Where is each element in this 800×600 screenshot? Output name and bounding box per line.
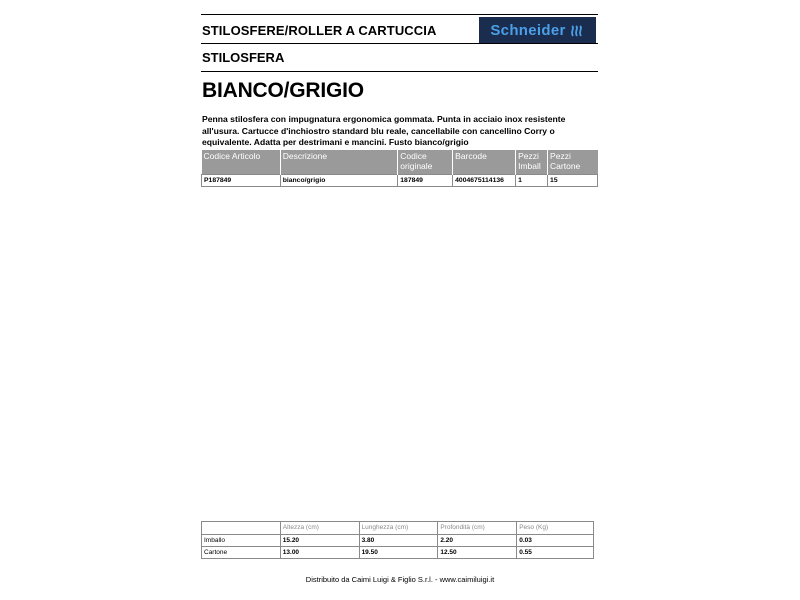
table-cell: 1 bbox=[516, 175, 548, 187]
table-cell: 187849 bbox=[398, 175, 453, 187]
table-cell: 15 bbox=[548, 175, 598, 187]
product-title: BIANCO/GRIGIO bbox=[202, 79, 364, 102]
subheader-divider bbox=[201, 71, 598, 72]
table-cell: 4004675114136 bbox=[453, 175, 516, 187]
product-table bbox=[201, 150, 598, 187]
footer-distributor: Distribuito da Caimi Luigi & Figlio S.r.l. - www.caimiluigi.it bbox=[305, 575, 495, 584]
column-header: Altezza (cm) bbox=[280, 522, 359, 535]
column-header: Peso (Kg) bbox=[517, 522, 594, 535]
dimensions-table bbox=[201, 521, 594, 559]
column-header: Codice originale bbox=[398, 150, 453, 175]
row-label: Imballo bbox=[202, 535, 281, 547]
column-header: Barcode bbox=[453, 150, 516, 175]
table-row bbox=[202, 175, 598, 187]
category-title: STILOSFERE/ROLLER A CARTUCCIA bbox=[202, 23, 437, 38]
table-cell: 19.50 bbox=[359, 547, 438, 559]
column-header: Pezzi Imball bbox=[516, 150, 548, 175]
table-cell: 13.00 bbox=[280, 547, 359, 559]
column-header bbox=[202, 522, 281, 535]
column-header: Lunghezza (cm) bbox=[359, 522, 438, 535]
table-cell: 0.03 bbox=[517, 535, 594, 547]
brand-logo bbox=[479, 17, 596, 44]
table-cell: 3.80 bbox=[359, 535, 438, 547]
brand-logo-text: Schneider bbox=[490, 22, 566, 39]
table-cell: 2.20 bbox=[438, 535, 517, 547]
header-divider bbox=[201, 43, 598, 44]
column-header: Codice Articolo bbox=[202, 150, 281, 175]
column-header: Descrizione bbox=[280, 150, 398, 175]
table-cell: 12.50 bbox=[438, 547, 517, 559]
schneider-wave-icon bbox=[569, 23, 585, 39]
subcategory-title: STILOSFERA bbox=[202, 50, 285, 65]
table-row bbox=[202, 535, 594, 547]
dimensions-table-header bbox=[202, 522, 594, 535]
top-rule bbox=[201, 14, 598, 15]
table-cell: 15.20 bbox=[280, 535, 359, 547]
table-row bbox=[202, 547, 594, 559]
table-cell: P187849 bbox=[202, 175, 281, 187]
row-label: Cartone bbox=[202, 547, 281, 559]
table-cell: bianco/grigio bbox=[280, 175, 398, 187]
product-description: Penna stilosfera con impugnatura ergonomica gommata. Punta in acciaio inox resistente all'usura. Cartucce d'inchiostro standard blu reale, cancellabile con cancellino Corry o equivalente. Adatta per destrimani e mancini. Fusto bianco/grigio bbox=[202, 114, 566, 148]
product-table-header bbox=[202, 150, 598, 175]
table-cell: 0.55 bbox=[517, 547, 594, 559]
column-header: Pezzi Cartone bbox=[548, 150, 598, 175]
column-header: Profondità (cm) bbox=[438, 522, 517, 535]
